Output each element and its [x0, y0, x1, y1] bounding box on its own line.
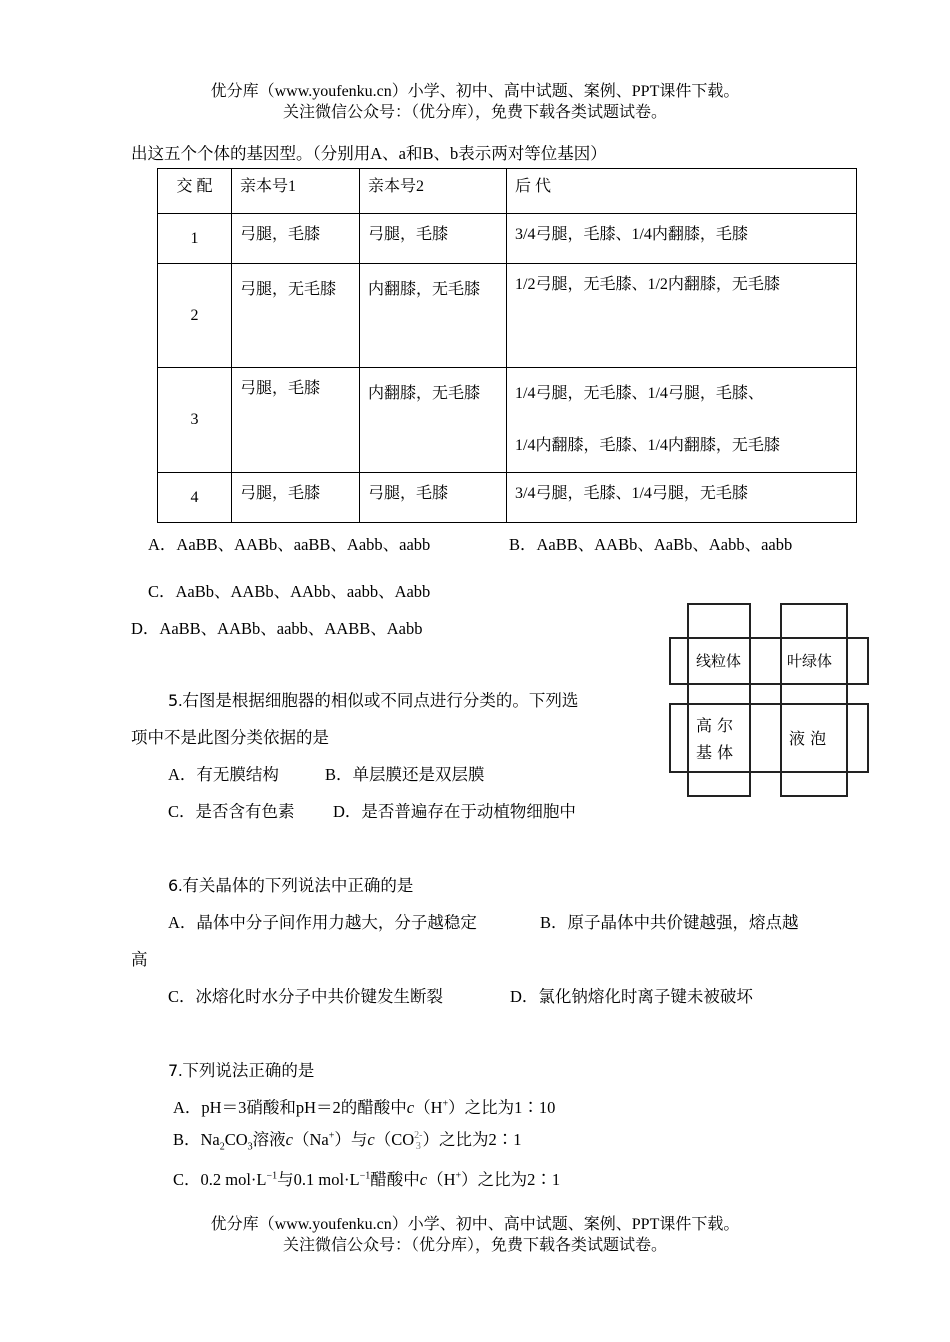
- table-header-row: [158, 169, 857, 214]
- q7-b-sub3: 3: [415, 1141, 421, 1153]
- q5-number: 5: [168, 691, 179, 710]
- q6-option-a: A．晶体中分子间作用力越大，分子越稳定: [168, 913, 477, 932]
- q7-number: 7: [168, 1061, 179, 1080]
- header-line-2: 关注微信公众号：（优分库），免费下载各类试题试卷。: [282, 104, 667, 121]
- q5-option-b: B．单层膜还是双层膜: [325, 765, 485, 784]
- q7-c-c: c: [419, 1170, 428, 1189]
- table-row: [158, 473, 857, 523]
- organelle-diagram: [668, 602, 872, 800]
- q5-option-a: A．有无膜结构: [168, 765, 279, 784]
- q6-number: 6: [168, 876, 179, 895]
- q4-option-b: B．AaBB、AABb、AaBb、Aabb、aabb: [509, 535, 793, 554]
- footer-line-1: 优分库（www.youfenku.cn）小学、初中、高中试题、案例、PPT课件下载。: [210, 1216, 740, 1233]
- col-header-offspring: 后 代: [507, 169, 857, 214]
- q7-b-mid3: ）与: [334, 1130, 368, 1149]
- q5-option-c: C．是否含有色素: [168, 802, 295, 821]
- q7-stem-text: .下列说法正确的是: [178, 1061, 315, 1080]
- q7-c-sup3: +: [455, 1170, 462, 1182]
- cell-cross: 2: [158, 264, 232, 368]
- q7-a-c: c: [406, 1098, 415, 1117]
- q7-c-mid: 与0.1 mol·L: [277, 1170, 360, 1189]
- q7-b-sup1: +: [328, 1130, 335, 1142]
- q7-c-prefix: C．0.2 mol·L: [173, 1170, 267, 1189]
- col-header-parent2: 亲本号2: [360, 169, 507, 214]
- label-chloroplast: 叶绿体: [787, 652, 833, 670]
- q7-b-suffix: ）之比为2∶1: [422, 1130, 522, 1149]
- q7-a-ion: （H: [414, 1098, 443, 1117]
- q5-stem-text: .右图是根据细胞器的相似或不同点进行分类的。下列选: [178, 691, 579, 710]
- q7-b-c1: c: [285, 1130, 293, 1149]
- q5-stem-line-2: 项中不是此图分类依据的是: [131, 728, 329, 747]
- cell-parent1: 弓腿，毛膝: [232, 473, 360, 523]
- q7-c-sup2: −1: [359, 1170, 371, 1182]
- cell-parent2: 弓腿，毛膝: [360, 473, 507, 523]
- cell-offspring: 1/2弓腿，无毛膝、1/2内翻膝，无毛膝: [507, 264, 857, 368]
- q7-stem: [168, 1057, 314, 1081]
- cross-results-table: [157, 168, 857, 523]
- header-line-1: 优分库（www.youfenku.cn）小学、初中、高中试题、案例、PPT课件下载。: [210, 83, 740, 100]
- cell-cross: 3: [158, 368, 232, 473]
- cell-parent2: 内翻膝，无毛膝: [360, 368, 507, 473]
- q5-stem-line-1: [168, 687, 578, 711]
- q6-stem: [168, 872, 413, 896]
- label-golgi-line2: 基 体: [696, 743, 734, 762]
- q7-b-sup2: 2-: [414, 1130, 423, 1142]
- q7-b-ion2: （CO: [374, 1130, 415, 1149]
- q7-b-ion1: （Na: [293, 1130, 329, 1149]
- cell-offspring-line-2: 1/4内翻膝，毛膝、1/4内翻膝，无毛膝: [515, 437, 780, 454]
- q7-a-prefix: A．pH＝3硝酸和pH＝2的醋酸中: [173, 1098, 407, 1117]
- label-vacuole: 液 泡: [789, 729, 827, 748]
- q7-b-mid2: 溶液: [252, 1130, 286, 1149]
- q4-option-c: C．AaBb、AABb、AAbb、aabb、Aabb: [148, 582, 431, 601]
- q7-option-c: [173, 1166, 560, 1190]
- cell-cross: 1: [158, 214, 232, 264]
- col-header-cross: 交 配: [158, 169, 232, 214]
- q6-option-b-cont: 高: [131, 950, 148, 969]
- q7-option-b: [173, 1126, 521, 1152]
- table-row: [158, 264, 857, 368]
- footer-line-2: 关注微信公众号：（优分库），免费下载各类试题试卷。: [282, 1237, 667, 1254]
- q7-b-prefix: B．Na: [173, 1130, 220, 1149]
- q7-a-sup: +: [442, 1098, 449, 1110]
- q7-option-a: [173, 1094, 555, 1118]
- q7-c-mid2: 醋酸中: [370, 1170, 420, 1189]
- q7-a-suffix: ）之比为1∶10: [448, 1098, 556, 1117]
- q6-stem-text: .有关晶体的下列说法中正确的是: [178, 876, 414, 895]
- q7-b-mid1: CO: [224, 1130, 248, 1149]
- cell-offspring: 3/4弓腿，毛膝、1/4内翻膝，毛膝: [507, 214, 857, 264]
- q7-c-sup1: −1: [266, 1170, 278, 1182]
- q7-b-c2: c: [367, 1130, 375, 1149]
- label-mitochondria: 线粒体: [696, 652, 742, 670]
- cell-offspring: 3/4弓腿，毛膝、1/4弓腿，无毛膝: [507, 473, 857, 523]
- organelle-diagram-frame: [668, 602, 872, 800]
- q6-option-b: B．原子晶体中共价键越强，熔点越: [540, 913, 799, 932]
- cell-parent1: 弓腿，毛膝: [232, 368, 360, 473]
- q7-c-suffix: ）之比为2∶1: [461, 1170, 561, 1189]
- q6-option-d: D．氯化钠熔化时离子键未被破坏: [510, 987, 753, 1006]
- label-golgi-line1: 高 尔: [696, 716, 734, 735]
- q7-c-ion: （H: [427, 1170, 456, 1189]
- table-row: [158, 214, 857, 264]
- q7-b-sub2: 3: [247, 1141, 253, 1153]
- cell-offspring-line-1: 1/4弓腿，无毛膝、1/4弓腿，毛膝、: [515, 385, 764, 402]
- q5-option-d: D．是否普遍存在于动植物细胞中: [333, 802, 576, 821]
- cell-parent1: 弓腿，毛膝: [232, 214, 360, 264]
- q4-option-d: D．AaBB、AABb、aabb、AABB、Aabb: [131, 619, 423, 638]
- cell-parent2: 内翻膝，无毛膝: [360, 264, 507, 368]
- col-header-parent1: 亲本号1: [232, 169, 360, 214]
- q4-intro: 出这五个个体的基因型。（分别用A、a和B、b表示两对等位基因）: [131, 144, 607, 163]
- cell-parent1: 弓腿，无毛膝: [232, 264, 360, 368]
- table-row: [158, 368, 857, 473]
- cell-offspring: [507, 368, 857, 473]
- cell-cross: 4: [158, 473, 232, 523]
- cell-parent2: 弓腿，毛膝: [360, 214, 507, 264]
- q6-option-c: C．冰熔化时水分子中共价键发生断裂: [168, 987, 444, 1006]
- q7-b-sub1: 2: [219, 1141, 225, 1153]
- q4-option-a: A．AaBB、AABb、aaBB、Aabb、aabb: [148, 535, 431, 554]
